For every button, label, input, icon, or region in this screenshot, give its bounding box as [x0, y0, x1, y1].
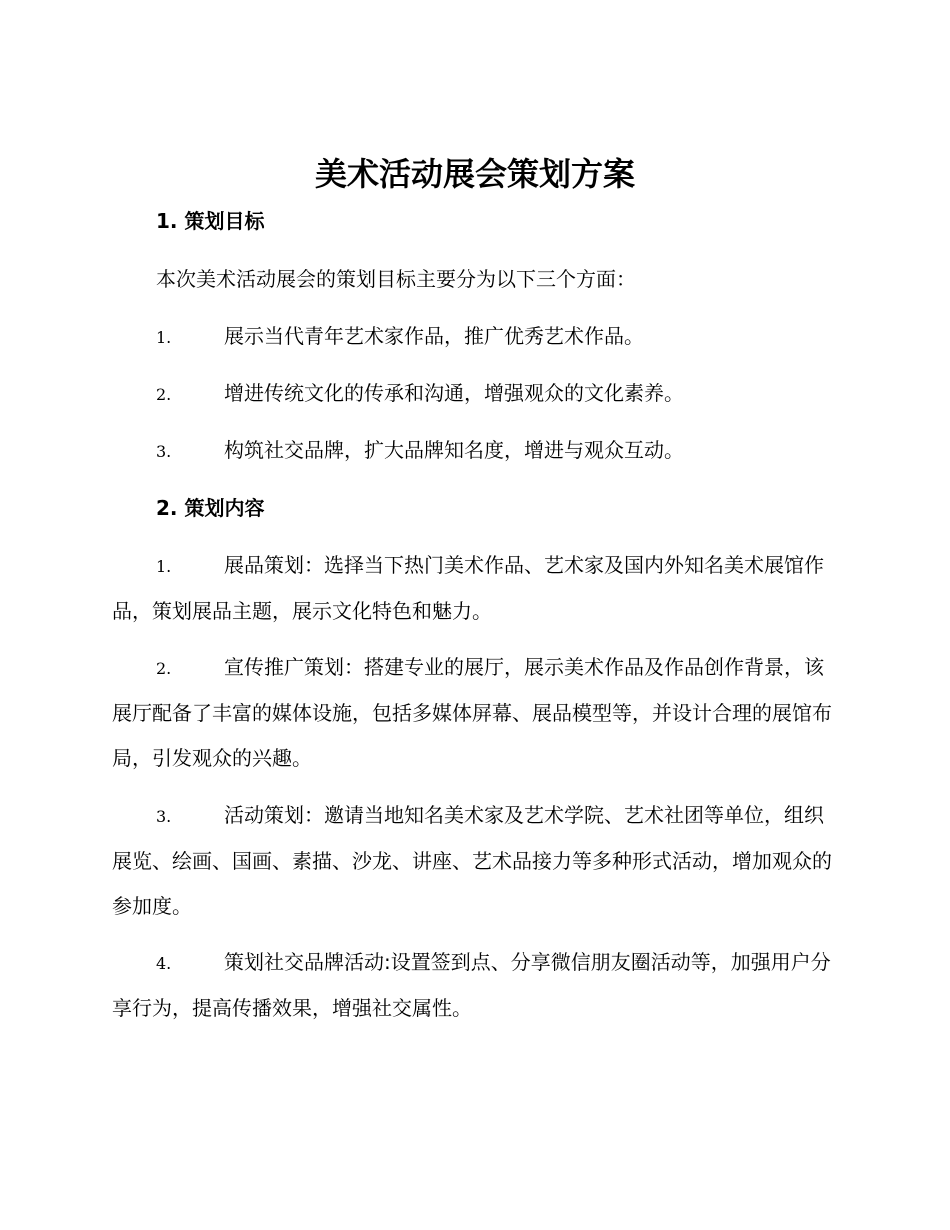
content-item-2	[112, 645, 842, 781]
content-item-1	[112, 543, 842, 634]
goals-intro: 本次美术活动展会的策划目标主要分为以下三个方面：	[156, 267, 636, 291]
list-item-text: 构筑社交品牌，扩大品牌知名度，增进与观众互动。	[224, 438, 684, 462]
list-item-text: 增进传统文化的传承和沟通，增强观众的文化素养。	[224, 381, 684, 405]
goal-item-3	[112, 428, 842, 474]
section-heading-content: 2. 策划内容	[156, 496, 265, 520]
section-heading-goals: 1. 策划目标	[156, 209, 265, 233]
list-number: 2.	[156, 659, 172, 678]
document-title: 美术活动展会策划方案	[314, 155, 635, 193]
list-item-text: 展示当代青年艺术家作品，推广优秀艺术作品。	[224, 324, 644, 348]
content-item-4	[112, 940, 842, 1031]
list-item-text: 活动策划：邀请当地知名美术家及艺术学院、艺术社团等单位，组织展览、绘画、国画、素描、沙龙、讲座、艺术品接力等多种形式活动，增加观众的参加度。	[112, 803, 832, 918]
goal-item-2	[112, 371, 842, 417]
list-item-text: 策划社交品牌活动:设置签到点、分享微信朋友圈活动等，加强用户分享行为，提高传播效果，增强社交属性。	[112, 950, 831, 1020]
list-number: 2.	[156, 385, 172, 404]
list-item-text: 展品策划：选择当下热门美术作品、艺术家及国内外知名美术展馆作品，策划展品主题，展示文化特色和魅力。	[112, 553, 824, 623]
list-number: 3.	[156, 442, 172, 461]
list-number: 1.	[156, 328, 172, 347]
list-number: 1.	[156, 557, 172, 576]
goal-item-1	[112, 314, 842, 360]
list-item-text: 宣传推广策划：搭建专业的展厅，展示美术作品及作品创作背景，该展厅配备了丰富的媒体设施，包括多媒体屏幕、展品模型等，并设计合理的展馆布局，引发观众的兴趣。	[112, 655, 832, 770]
list-number: 3.	[156, 807, 172, 826]
list-number: 4.	[156, 954, 172, 973]
content-item-3	[112, 793, 842, 929]
